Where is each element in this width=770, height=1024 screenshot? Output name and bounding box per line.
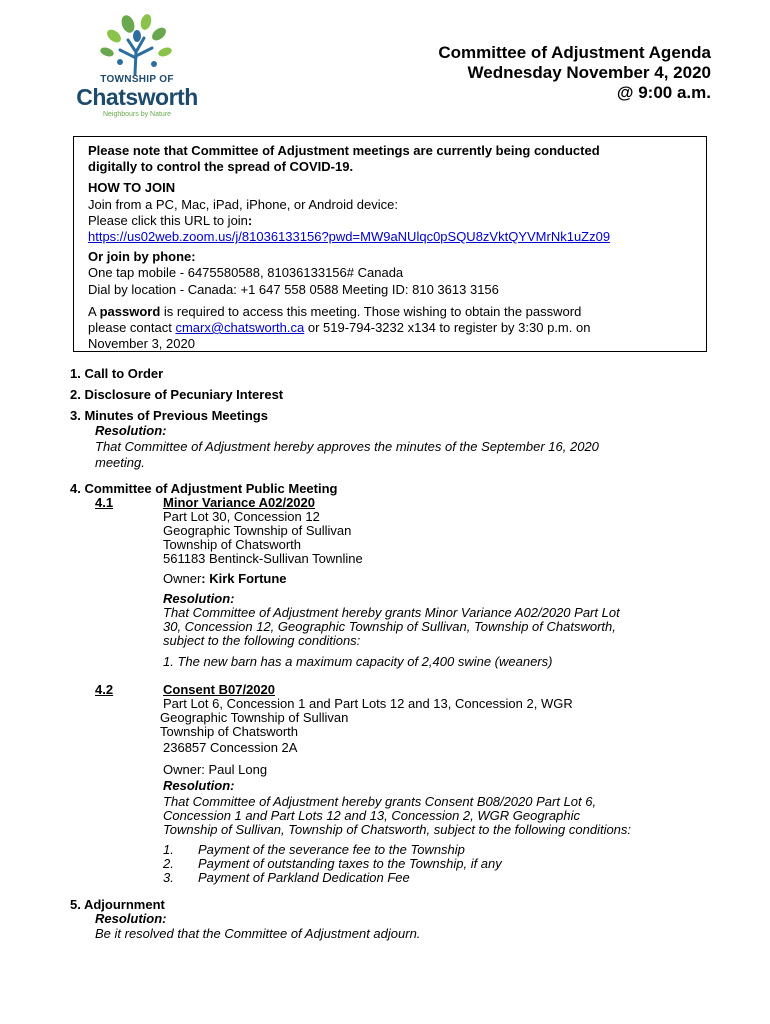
item-4-1-resolution-line3: subject to the following conditions: [163,633,361,648]
adjournment-resolution-line1: Be it resolved that the Committee of Adjustment adjourn. [95,926,421,941]
contact-line [88,320,590,336]
password-note-prefix: A [88,304,100,319]
notice-intro-line1: Please note that Committee of Adjustment meetings are currently being conducted [88,143,600,158]
agenda-item-minutes: 3. Minutes of Previous Meetings [70,408,268,423]
item-4-1-condition-1: 1. The new barn has a maximum capacity of 2,400 swine (weaners) [163,654,553,669]
item-4-2-resolution-line2: Concession 1 and Part Lots 12 and 13, Concession 2, WGR Geographic [163,808,580,823]
logo-township-of: TOWNSHIP OF [100,74,174,85]
item-4-2-resolution-label: Resolution: [163,778,235,793]
click-url-label: Please click this URL to join [88,213,248,228]
item-4-2-title: Consent B07/2020 [163,682,275,697]
item-4-2-line4: 236857 Concession 2A [163,740,298,755]
meeting-time: @ 9:00 a.m. [616,83,711,102]
item-4-2-condition-3-number: 3. [163,870,174,885]
click-url-text [88,213,252,229]
zoom-link-line [88,229,610,245]
agenda-item-public-meeting: 4. Committee of Adjustment Public Meeting [70,481,338,496]
contact-email-link[interactable]: cmarx@chatsworth.ca [175,320,305,335]
agenda-item-adjournment: 5. Adjournment [70,897,165,912]
minutes-resolution-line2: meeting. [95,455,145,470]
minutes-resolution-line1: That Committee of Adjustment hereby approves the minutes of the September 16, 2020 [95,439,599,454]
password-note [88,304,581,320]
password-note-rest: is required to access this meeting. Those wishing to obtain the password [160,304,582,319]
adjournment-resolution-label: Resolution: [95,911,167,926]
phone-heading: Or join by phone: [88,249,196,264]
logo-name: Chatsworth [76,84,198,110]
item-4-2-line1: Part Lot 6, Concession 1 and Part Lots 12 and 13, Concession 2, WGR [163,696,573,711]
how-to-join-heading: HOW TO JOIN [88,180,176,195]
item-4-2-condition-1: Payment of the severance fee to the Township [198,842,465,857]
item-4-2-line3: Township of Chatsworth [160,724,299,739]
item-4-2-condition-2: Payment of outstanding taxes to the Township, if any [198,856,502,871]
item-4-2-condition-3: Payment of Parkland Dedication Fee [198,870,410,885]
contact-date: November 3, 2020 [88,336,195,351]
agenda-item-call-to-order: 1. Call to Order [70,366,164,381]
dial-by-location: Dial by location - Canada: +1 647 558 0588 Meeting ID: 810 3613 3156 [88,282,499,297]
item-4-1-resolution-label: Resolution: [163,591,235,606]
agenda-item-disclosure: 2. Disclosure of Pecuniary Interest [70,387,284,402]
logo-tagline: Neighbours by Nature [102,111,172,118]
meeting-date: Wednesday November 4, 2020 [467,63,711,82]
click-url-colon: : [247,213,253,228]
item-4-1-line1: Part Lot 30, Concession 12 [163,509,320,524]
item-4-1-owner [163,571,287,586]
item-4-1-line4: 561183 Bentinck-Sullivan Townline [163,551,363,566]
one-tap-mobile: One tap mobile - 6475580588, 81036133156# Canada [88,265,404,280]
item-4-1-line3: Township of Chatsworth [163,537,302,552]
notice-intro-line2: digitally to control the spread of COVID-19. [88,159,354,174]
tree-icon [62,14,212,76]
contact-prefix: please contact [88,320,176,335]
page-title: Committee of Adjustment Agenda [438,43,711,62]
item-4-1-line2: Geographic Township of Sullivan [163,523,352,538]
item-4-2-resolution-line3: Township of Sullivan, Township of Chatsworth, subject to the following conditions: [163,822,632,837]
township-logo [62,14,212,124]
owner-name: : Kirk Fortune [201,571,287,586]
item-4-2-condition-2-number: 2. [163,856,174,871]
item-4-2-line2: Geographic Township of Sullivan [160,710,349,725]
contact-suffix: or 519-794-3232 x134 to register by 3:30 p.m. on [304,320,591,335]
minutes-resolution-label: Resolution: [95,423,167,438]
item-4-1-title: Minor Variance A02/2020 [163,495,315,510]
item-4-2-condition-1-number: 1. [163,842,174,857]
join-devices-text: Join from a PC, Mac, iPad, iPhone, or Android device: [88,197,398,212]
item-4-2-resolution-line1: That Committee of Adjustment hereby grants Consent B08/2020 Part Lot 6, [163,794,597,809]
zoom-meeting-link[interactable]: https://us02web.zoom.us/j/81036133156?pwd=MW9aNUlqc0pSQU8zVktQYVMrNk1uZz09 [88,229,611,244]
password-bold: password [99,304,161,319]
covid-notice-box [73,136,707,352]
item-4-1-resolution-line1: That Committee of Adjustment hereby grants Minor Variance A02/2020 Part Lot [163,605,620,620]
item-4-2-number: 4.2 [95,682,114,697]
item-4-1-number: 4.1 [95,495,114,510]
item-4-2-owner: Owner: Paul Long [163,762,268,777]
owner-label: Owner [163,571,202,586]
item-4-1-resolution-line2: 30, Concession 12, Geographic Township of Sullivan, Township of Chatsworth, [163,619,616,634]
